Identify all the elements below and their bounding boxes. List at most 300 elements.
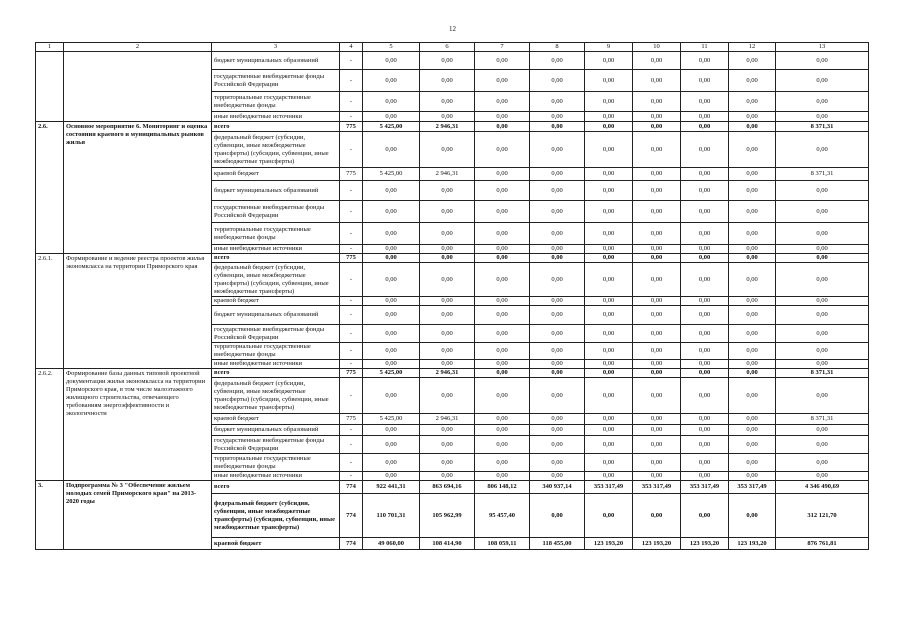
- amount-cell: 0,00: [530, 369, 585, 378]
- amount-cell: 0,00: [363, 378, 420, 414]
- amount-cell: 0,00: [681, 70, 729, 92]
- amount-cell: 0,00: [363, 263, 420, 297]
- amount-cell: 0,00: [585, 181, 633, 201]
- amount-cell: 0,00: [633, 494, 681, 538]
- amount-cell: 0,00: [363, 360, 420, 369]
- amount-cell: 0,00: [530, 472, 585, 481]
- amount-cell: 0,00: [633, 436, 681, 454]
- funding-source-cell: бюджет муниципальных образований: [212, 425, 340, 436]
- amount-cell: 0,00: [633, 306, 681, 325]
- amount-cell: 0,00: [530, 414, 585, 425]
- amount-cell: 123 193,20: [633, 538, 681, 550]
- amount-cell: 0,00: [729, 223, 776, 245]
- amount-cell: 0,00: [530, 70, 585, 92]
- amount-cell: 0,00: [729, 254, 776, 263]
- funding-source-cell: иные внебюджетные источники: [212, 245, 340, 254]
- budget-table: [35, 42, 869, 550]
- funding-source-cell: федеральный бюджет (субсидии, субвенции, иные межбюджетные трансферты) (субсидии, субвенции, иные межбюджетные трансферты): [212, 378, 340, 414]
- budget-code-cell: 775: [340, 369, 363, 378]
- amount-cell: 0,00: [585, 369, 633, 378]
- budget-code-cell: -: [340, 306, 363, 325]
- amount-cell: 0,00: [585, 92, 633, 112]
- item-name-cell: Формирование и ведение реестра проектов жилья экономкласса на территории Приморского края: [64, 254, 212, 369]
- amount-cell: 0,00: [681, 263, 729, 297]
- table-row: [36, 481, 869, 494]
- amount-cell: 0,00: [633, 254, 681, 263]
- amount-cell: 0,00: [633, 378, 681, 414]
- amount-cell: 0,00: [475, 378, 530, 414]
- amount-cell: 0,00: [633, 132, 681, 168]
- column-number-header: 4: [340, 43, 363, 52]
- amount-cell: 0,00: [681, 201, 729, 223]
- amount-cell: 0,00: [681, 472, 729, 481]
- budget-code-cell: 775: [340, 254, 363, 263]
- amount-cell: 0,00: [363, 245, 420, 254]
- amount-cell: 0,00: [420, 263, 475, 297]
- amount-cell: 0,00: [776, 325, 869, 343]
- amount-cell: 0,00: [475, 223, 530, 245]
- amount-cell: 0,00: [729, 425, 776, 436]
- amount-cell: 0,00: [530, 378, 585, 414]
- amount-cell: 0,00: [729, 454, 776, 472]
- amount-cell: 0,00: [681, 369, 729, 378]
- funding-source-cell: территориальные государственные внебюджетные фонды: [212, 343, 340, 360]
- amount-cell: 0,00: [363, 132, 420, 168]
- amount-cell: 0,00: [363, 425, 420, 436]
- funding-source-cell: бюджет муниципальных образований: [212, 181, 340, 201]
- amount-cell: 0,00: [420, 436, 475, 454]
- amount-cell: 0,00: [475, 263, 530, 297]
- amount-cell: 0,00: [530, 181, 585, 201]
- budget-code-cell: -: [340, 343, 363, 360]
- amount-cell: 0,00: [530, 254, 585, 263]
- amount-cell: 0,00: [475, 70, 530, 92]
- budget-code-cell: -: [340, 378, 363, 414]
- amount-cell: 312 121,70: [776, 494, 869, 538]
- amount-cell: 123 193,20: [585, 538, 633, 550]
- amount-cell: 0,00: [681, 92, 729, 112]
- amount-cell: 0,00: [530, 201, 585, 223]
- funding-source-cell: всего: [212, 369, 340, 378]
- amount-cell: 0,00: [633, 369, 681, 378]
- funding-source-cell: краевой бюджет: [212, 297, 340, 306]
- amount-cell: 0,00: [776, 360, 869, 369]
- amount-cell: 0,00: [420, 245, 475, 254]
- amount-cell: 0,00: [681, 223, 729, 245]
- item-name-cell: [64, 52, 212, 122]
- amount-cell: 8 371,31: [776, 168, 869, 181]
- amount-cell: 0,00: [729, 122, 776, 132]
- amount-cell: 0,00: [363, 70, 420, 92]
- column-number-header: 3: [212, 43, 340, 52]
- amount-cell: 0,00: [475, 181, 530, 201]
- amount-cell: 0,00: [530, 425, 585, 436]
- amount-cell: 0,00: [776, 181, 869, 201]
- amount-cell: 5 425,00: [363, 122, 420, 132]
- amount-cell: 0,00: [681, 343, 729, 360]
- amount-cell: 0,00: [585, 263, 633, 297]
- amount-cell: 0,00: [585, 52, 633, 70]
- column-number-header: 2: [64, 43, 212, 52]
- funding-source-cell: бюджет муниципальных образований: [212, 306, 340, 325]
- amount-cell: 0,00: [776, 436, 869, 454]
- amount-cell: 0,00: [729, 360, 776, 369]
- amount-cell: 0,00: [729, 245, 776, 254]
- budget-code-cell: -: [340, 245, 363, 254]
- item-code-cell: [36, 52, 64, 122]
- budget-code-cell: -: [340, 181, 363, 201]
- amount-cell: 0,00: [475, 122, 530, 132]
- amount-cell: 0,00: [729, 112, 776, 122]
- amount-cell: 0,00: [633, 297, 681, 306]
- item-code-cell: 3.: [36, 481, 64, 550]
- column-number-header: 7: [475, 43, 530, 52]
- amount-cell: 0,00: [530, 168, 585, 181]
- amount-cell: 0,00: [585, 297, 633, 306]
- amount-cell: 0,00: [475, 414, 530, 425]
- amount-cell: 0,00: [475, 306, 530, 325]
- amount-cell: 0,00: [729, 378, 776, 414]
- amount-cell: 0,00: [681, 436, 729, 454]
- amount-cell: 2 946,31: [420, 414, 475, 425]
- funding-source-cell: территориальные государственные внебюджетные фонды: [212, 454, 340, 472]
- amount-cell: 0,00: [633, 325, 681, 343]
- table-row: [36, 369, 869, 378]
- amount-cell: 876 761,81: [776, 538, 869, 550]
- amount-cell: 0,00: [681, 494, 729, 538]
- amount-cell: 0,00: [776, 454, 869, 472]
- item-code-cell: 2.6.1.: [36, 254, 64, 369]
- amount-cell: 0,00: [475, 360, 530, 369]
- amount-cell: 0,00: [585, 472, 633, 481]
- funding-source-cell: территориальные государственные внебюджетные фонды: [212, 92, 340, 112]
- amount-cell: 353 317,49: [633, 481, 681, 494]
- budget-code-cell: -: [340, 52, 363, 70]
- amount-cell: 0,00: [585, 245, 633, 254]
- budget-code-cell: -: [340, 325, 363, 343]
- amount-cell: 0,00: [530, 436, 585, 454]
- budget-code-cell: 775: [340, 122, 363, 132]
- amount-cell: 0,00: [420, 70, 475, 92]
- amount-cell: 0,00: [530, 223, 585, 245]
- table-row: [36, 254, 869, 263]
- amount-cell: 0,00: [729, 494, 776, 538]
- amount-cell: 2 946,31: [420, 122, 475, 132]
- amount-cell: 108 414,90: [420, 538, 475, 550]
- amount-cell: 0,00: [530, 454, 585, 472]
- budget-code-cell: 774: [340, 538, 363, 550]
- funding-source-cell: государственные внебюджетные фонды Российской Федерации: [212, 436, 340, 454]
- amount-cell: 0,00: [585, 343, 633, 360]
- amount-cell: 0,00: [633, 245, 681, 254]
- item-code-cell: 2.6.: [36, 122, 64, 254]
- amount-cell: 0,00: [681, 181, 729, 201]
- amount-cell: 863 694,16: [420, 481, 475, 494]
- budget-code-cell: 774: [340, 494, 363, 538]
- amount-cell: 0,00: [776, 245, 869, 254]
- amount-cell: 0,00: [729, 414, 776, 425]
- item-code-cell: 2.6.2.: [36, 369, 64, 481]
- amount-cell: 0,00: [729, 181, 776, 201]
- budget-code-cell: -: [340, 436, 363, 454]
- amount-cell: 0,00: [475, 297, 530, 306]
- amount-cell: 0,00: [420, 223, 475, 245]
- amount-cell: 0,00: [363, 343, 420, 360]
- amount-cell: 0,00: [363, 454, 420, 472]
- amount-cell: 0,00: [475, 436, 530, 454]
- amount-cell: 0,00: [530, 494, 585, 538]
- amount-cell: 8 371,31: [776, 414, 869, 425]
- amount-cell: 0,00: [681, 168, 729, 181]
- funding-source-cell: федеральный бюджет (субсидии, субвенции, иные межбюджетные трансферты) (субсидии, субвенции, иные межбюджетные трансферты): [212, 263, 340, 297]
- column-number-header: 12: [729, 43, 776, 52]
- budget-code-cell: 774: [340, 481, 363, 494]
- amount-cell: 0,00: [585, 132, 633, 168]
- column-number-header: 5: [363, 43, 420, 52]
- amount-cell: 0,00: [776, 223, 869, 245]
- amount-cell: 0,00: [729, 52, 776, 70]
- amount-cell: 0,00: [585, 306, 633, 325]
- amount-cell: 0,00: [530, 263, 585, 297]
- funding-source-cell: иные внебюджетные источники: [212, 360, 340, 369]
- amount-cell: 0,00: [633, 472, 681, 481]
- amount-cell: 0,00: [729, 132, 776, 168]
- budget-code-cell: -: [340, 472, 363, 481]
- amount-cell: 0,00: [585, 168, 633, 181]
- column-number-header: 6: [420, 43, 475, 52]
- amount-cell: 0,00: [530, 122, 585, 132]
- amount-cell: 0,00: [585, 223, 633, 245]
- amount-cell: 49 060,00: [363, 538, 420, 550]
- amount-cell: 0,00: [776, 472, 869, 481]
- budget-code-cell: 775: [340, 414, 363, 425]
- amount-cell: 0,00: [530, 360, 585, 369]
- amount-cell: 0,00: [776, 201, 869, 223]
- amount-cell: 0,00: [420, 378, 475, 414]
- amount-cell: 118 455,00: [530, 538, 585, 550]
- amount-cell: 0,00: [363, 472, 420, 481]
- amount-cell: 0,00: [681, 254, 729, 263]
- amount-cell: 105 962,99: [420, 494, 475, 538]
- amount-cell: 0,00: [475, 454, 530, 472]
- amount-cell: 0,00: [729, 369, 776, 378]
- funding-source-cell: всего: [212, 481, 340, 494]
- amount-cell: 922 441,31: [363, 481, 420, 494]
- amount-cell: 0,00: [633, 52, 681, 70]
- amount-cell: 123 193,20: [681, 538, 729, 550]
- amount-cell: 0,00: [776, 132, 869, 168]
- budget-code-cell: -: [340, 112, 363, 122]
- amount-cell: 0,00: [420, 306, 475, 325]
- amount-cell: 0,00: [475, 472, 530, 481]
- amount-cell: 0,00: [420, 425, 475, 436]
- amount-cell: 353 317,49: [729, 481, 776, 494]
- column-number-header: 13: [776, 43, 869, 52]
- amount-cell: 0,00: [420, 297, 475, 306]
- amount-cell: 0,00: [475, 425, 530, 436]
- amount-cell: 0,00: [729, 263, 776, 297]
- funding-source-cell: бюджет муниципальных образований: [212, 52, 340, 70]
- amount-cell: 0,00: [681, 122, 729, 132]
- amount-cell: 0,00: [776, 112, 869, 122]
- column-number-header: 10: [633, 43, 681, 52]
- amount-cell: 2 946,31: [420, 369, 475, 378]
- amount-cell: 0,00: [681, 454, 729, 472]
- header-row: [36, 43, 869, 52]
- amount-cell: 0,00: [420, 254, 475, 263]
- funding-source-cell: краевой бюджет: [212, 538, 340, 550]
- amount-cell: 0,00: [530, 132, 585, 168]
- amount-cell: 0,00: [475, 254, 530, 263]
- item-name-cell: Формирование базы данных типовой проектной документации жилья экономкласса на территории Приморского края, в том числе малоэтажного жилищного строительства, отвечающего требованиям энергоэффективности и экологичности: [64, 369, 212, 481]
- amount-cell: 0,00: [585, 325, 633, 343]
- amount-cell: 0,00: [530, 245, 585, 254]
- amount-cell: 0,00: [633, 122, 681, 132]
- funding-source-cell: территориальные государственные внебюджетные фонды: [212, 223, 340, 245]
- funding-source-cell: краевой бюджет: [212, 414, 340, 425]
- funding-source-cell: государственные внебюджетные фонды Российской Федерации: [212, 325, 340, 343]
- amount-cell: 0,00: [363, 254, 420, 263]
- budget-code-cell: -: [340, 263, 363, 297]
- amount-cell: 0,00: [585, 112, 633, 122]
- amount-cell: 0,00: [681, 425, 729, 436]
- amount-cell: 0,00: [420, 454, 475, 472]
- amount-cell: 0,00: [633, 70, 681, 92]
- amount-cell: 0,00: [776, 70, 869, 92]
- amount-cell: 0,00: [530, 92, 585, 112]
- amount-cell: 0,00: [585, 378, 633, 414]
- column-number-header: 9: [585, 43, 633, 52]
- amount-cell: 108 059,11: [475, 538, 530, 550]
- amount-cell: 0,00: [585, 494, 633, 538]
- amount-cell: 0,00: [530, 343, 585, 360]
- budget-code-cell: -: [340, 223, 363, 245]
- amount-cell: 0,00: [475, 112, 530, 122]
- amount-cell: 0,00: [681, 360, 729, 369]
- amount-cell: 0,00: [633, 223, 681, 245]
- amount-cell: 0,00: [729, 325, 776, 343]
- amount-cell: 0,00: [363, 223, 420, 245]
- amount-cell: 2 946,31: [420, 168, 475, 181]
- amount-cell: 0,00: [681, 325, 729, 343]
- amount-cell: 0,00: [475, 201, 530, 223]
- amount-cell: 0,00: [363, 436, 420, 454]
- amount-cell: 0,00: [633, 343, 681, 360]
- table-row: [36, 122, 869, 132]
- amount-cell: 0,00: [681, 245, 729, 254]
- column-number-header: 11: [681, 43, 729, 52]
- budget-code-cell: -: [340, 425, 363, 436]
- budget-code-cell: -: [340, 360, 363, 369]
- amount-cell: 0,00: [633, 425, 681, 436]
- amount-cell: 0,00: [729, 297, 776, 306]
- funding-source-cell: краевой бюджет: [212, 168, 340, 181]
- amount-cell: 0,00: [776, 378, 869, 414]
- item-name-cell: Основное мероприятие 6. Мониторинг и оценка состояния краевого и муниципальных рынков жилья: [64, 122, 212, 254]
- amount-cell: 0,00: [729, 306, 776, 325]
- amount-cell: 0,00: [420, 52, 475, 70]
- amount-cell: 0,00: [363, 112, 420, 122]
- amount-cell: 4 346 490,69: [776, 481, 869, 494]
- amount-cell: 0,00: [475, 325, 530, 343]
- amount-cell: 0,00: [633, 112, 681, 122]
- funding-source-cell: всего: [212, 122, 340, 132]
- amount-cell: 0,00: [776, 297, 869, 306]
- amount-cell: 0,00: [729, 436, 776, 454]
- amount-cell: 0,00: [776, 52, 869, 70]
- amount-cell: 0,00: [776, 425, 869, 436]
- amount-cell: 0,00: [633, 414, 681, 425]
- amount-cell: 806 148,12: [475, 481, 530, 494]
- budget-code-cell: -: [340, 297, 363, 306]
- amount-cell: 0,00: [363, 181, 420, 201]
- amount-cell: 0,00: [363, 306, 420, 325]
- amount-cell: 0,00: [420, 325, 475, 343]
- amount-cell: 0,00: [475, 343, 530, 360]
- amount-cell: 95 457,40: [475, 494, 530, 538]
- amount-cell: 0,00: [420, 201, 475, 223]
- table-row: [36, 52, 869, 70]
- amount-cell: 0,00: [475, 245, 530, 254]
- amount-cell: 0,00: [530, 306, 585, 325]
- funding-source-cell: государственные внебюджетные фонды Российской Федерации: [212, 201, 340, 223]
- amount-cell: 0,00: [420, 343, 475, 360]
- amount-cell: 353 317,49: [585, 481, 633, 494]
- amount-cell: 0,00: [420, 472, 475, 481]
- amount-cell: 0,00: [585, 254, 633, 263]
- budget-code-cell: -: [340, 70, 363, 92]
- amount-cell: 0,00: [530, 112, 585, 122]
- amount-cell: 0,00: [530, 325, 585, 343]
- amount-cell: 0,00: [681, 306, 729, 325]
- amount-cell: 5 425,00: [363, 414, 420, 425]
- amount-cell: 0,00: [585, 70, 633, 92]
- amount-cell: 0,00: [633, 92, 681, 112]
- budget-code-cell: -: [340, 92, 363, 112]
- amount-cell: 0,00: [585, 414, 633, 425]
- funding-source-cell: федеральный бюджет (субсидии, субвенции, иные межбюджетные трансферты) (субсидии, субвенции, иные межбюджетные трансферты): [212, 132, 340, 168]
- amount-cell: 0,00: [475, 92, 530, 112]
- amount-cell: 0,00: [681, 132, 729, 168]
- budget-code-cell: -: [340, 454, 363, 472]
- amount-cell: 0,00: [729, 472, 776, 481]
- amount-cell: 0,00: [681, 52, 729, 70]
- budget-code-cell: -: [340, 132, 363, 168]
- amount-cell: 0,00: [633, 168, 681, 181]
- amount-cell: 0,00: [776, 254, 869, 263]
- amount-cell: 8 371,31: [776, 122, 869, 132]
- funding-source-cell: федеральный бюджет (субсидии, субвенции, иные межбюджетные трансферты) (субсидии, субвенции, иные межбюджетные трансферты): [212, 494, 340, 538]
- amount-cell: 0,00: [681, 414, 729, 425]
- amount-cell: 0,00: [776, 343, 869, 360]
- amount-cell: 0,00: [363, 52, 420, 70]
- amount-cell: 0,00: [420, 181, 475, 201]
- amount-cell: 0,00: [420, 360, 475, 369]
- column-number-header: 1: [36, 43, 64, 52]
- amount-cell: 0,00: [776, 306, 869, 325]
- amount-cell: 0,00: [633, 201, 681, 223]
- amount-cell: 0,00: [729, 201, 776, 223]
- item-name-cell: Подпрограмма № 3 "Обеспечение жильем молодых семей Приморского края" на 2013-2020 годы: [64, 481, 212, 550]
- amount-cell: 0,00: [585, 454, 633, 472]
- amount-cell: 0,00: [633, 181, 681, 201]
- amount-cell: 0,00: [633, 454, 681, 472]
- funding-source-cell: иные внебюджетные источники: [212, 472, 340, 481]
- budget-code-cell: 775: [340, 168, 363, 181]
- amount-cell: 0,00: [475, 369, 530, 378]
- amount-cell: 0,00: [776, 92, 869, 112]
- amount-cell: 0,00: [729, 168, 776, 181]
